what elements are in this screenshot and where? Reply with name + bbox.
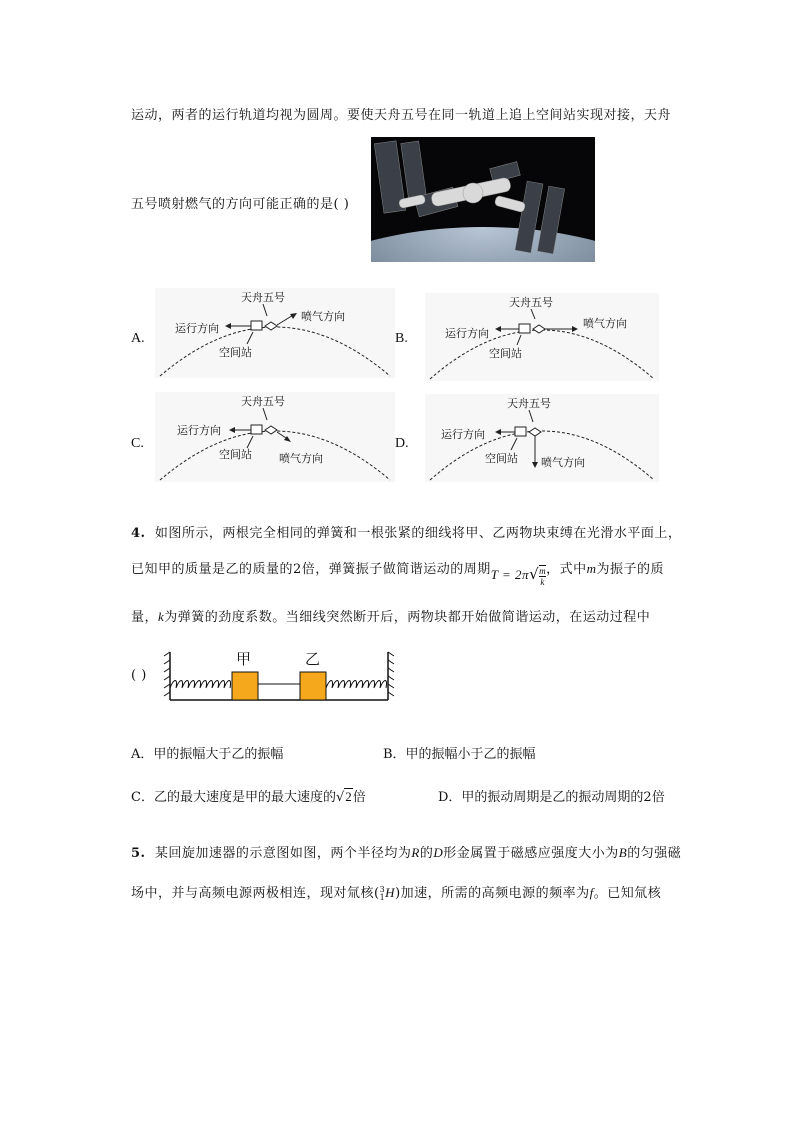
var-R: R (411, 845, 420, 860)
q3-option-b-diagram[interactable] (425, 293, 659, 381)
q4-option-c-post: 倍 (352, 790, 366, 805)
q3-option-a-diagram[interactable] (155, 288, 395, 378)
q5-line1-c: 形金属置于磁感应强度大小为 (443, 846, 619, 861)
q3-option-a-letter[interactable]: A. (131, 331, 145, 346)
formula-denominator: k (540, 576, 545, 587)
var-B: B (618, 845, 628, 860)
formula-fraction (539, 565, 546, 587)
right-spring (326, 681, 387, 689)
q5-number: 5. (131, 846, 146, 861)
station-label: 空间站 (485, 452, 518, 465)
var-f: f (589, 885, 594, 900)
q4-line2-post-b: 为振子的质 (596, 562, 665, 577)
run-label: 运行方向 (441, 428, 485, 441)
q3-option-c-letter[interactable]: C. (131, 436, 144, 451)
jet-label: 喷气方向 (583, 317, 627, 330)
var-k: k (158, 609, 165, 624)
var-D: D (433, 845, 444, 860)
q3-stem-line-1: 运动，两者的运行轨道均视为圆周。要使天舟五号在同一轨道上追上空间站实现对接，天舟 (131, 108, 672, 123)
q5-line2-c: 。已知氚核 (593, 886, 662, 901)
ship-label: 天舟五号 (507, 397, 551, 410)
q4-line2-post-a: ，式中 (546, 562, 587, 577)
q5-line-1 (131, 842, 681, 861)
q4-option-c-pre: C．乙的最大速度是甲的最大速度的 (131, 790, 336, 805)
formula-numerator: m (539, 565, 547, 576)
jet-label: 喷气方向 (541, 456, 585, 469)
block-jia (232, 672, 258, 700)
station-label: 空间站 (489, 347, 522, 360)
q4-line2-pre: 已知甲的质量是乙的质量的2倍，弹簧振子做简谐运动的周期 (131, 562, 491, 577)
formula-T: T = 2π (490, 567, 530, 582)
left-spring (170, 681, 231, 689)
q5-line-2 (131, 882, 661, 902)
station-label: 空间站 (219, 448, 252, 461)
station-label: 空间站 (219, 346, 252, 359)
q3-option-d-diagram[interactable] (425, 394, 659, 482)
jet-label: 喷气方向 (301, 310, 345, 323)
q4-line3-pre: 量， (131, 610, 159, 625)
q3-option-b-letter[interactable]: B. (395, 331, 408, 346)
q5-line1-d: 的匀强磁 (627, 846, 682, 861)
ship-label: 天舟五号 (241, 291, 285, 304)
ship-label: 天舟五号 (241, 395, 285, 408)
q4-option-c-sqrt: 2 (345, 789, 352, 804)
q4-line1-text: 如图所示，两根完全相同的弹簧和一根张紧的细线将甲、乙两物块束缚在光滑水平面上， (154, 526, 682, 541)
q3-stem-line-2: 五号喷射燃气的方向可能正确的是( ) (131, 197, 350, 212)
label-yi: 乙 (305, 650, 321, 668)
q4-option-a[interactable]: A．甲的振幅大于乙的振幅 (131, 747, 284, 762)
spring-block-diagram (160, 644, 400, 702)
space-station-photo (371, 137, 595, 262)
q4-formula: T = 2π√ $\frac{m}{k}$ (490, 565, 547, 587)
q5-line1-b: 的 (419, 846, 434, 861)
q4-paren: ( ) (131, 668, 147, 683)
block-yi (300, 672, 326, 700)
label-jia: 甲 (236, 650, 252, 668)
q4-line3-post: 为弹簧的劲度系数。当细线突然断开后，两物块都开始做简谐运动，在运动过程中 (164, 610, 651, 625)
q3-option-c-diagram[interactable] (155, 392, 395, 482)
station-box (251, 321, 262, 330)
q4-option-c[interactable]: C．乙的最大速度是甲的最大速度的√2倍 (131, 789, 366, 805)
nuclide-symbol: H (385, 885, 396, 900)
var-m: m (586, 561, 597, 576)
run-label: 运行方向 (175, 322, 219, 335)
q4-option-b[interactable]: B．甲的振幅小于乙的振幅 (383, 747, 536, 762)
q4-line-1 (131, 522, 681, 541)
q4-line-2 (131, 558, 665, 587)
jet-label: 喷气方向 (279, 452, 323, 465)
nuclide-charge: 1 (379, 892, 386, 902)
q4-line-3 (131, 606, 650, 625)
q5-line2-a: 场中，并与高频电源两极相连，现对氚核( (131, 886, 380, 901)
ship-label: 天舟五号 (509, 296, 553, 309)
q4-number: 4. (131, 526, 146, 541)
nuclide-mass: 3 (379, 884, 386, 894)
run-label: 运行方向 (445, 327, 489, 340)
q3-option-d-letter[interactable]: D. (395, 436, 409, 451)
run-label: 运行方向 (177, 424, 221, 437)
q4-option-d[interactable]: D．甲的振动周期是乙的振动周期的2倍 (438, 790, 665, 805)
q5-line1-a: 某回旋加速器的示意图如图，两个半径均为 (154, 846, 412, 861)
q5-line2-b: )加速，所需的高频电源的频率为 (395, 886, 590, 901)
